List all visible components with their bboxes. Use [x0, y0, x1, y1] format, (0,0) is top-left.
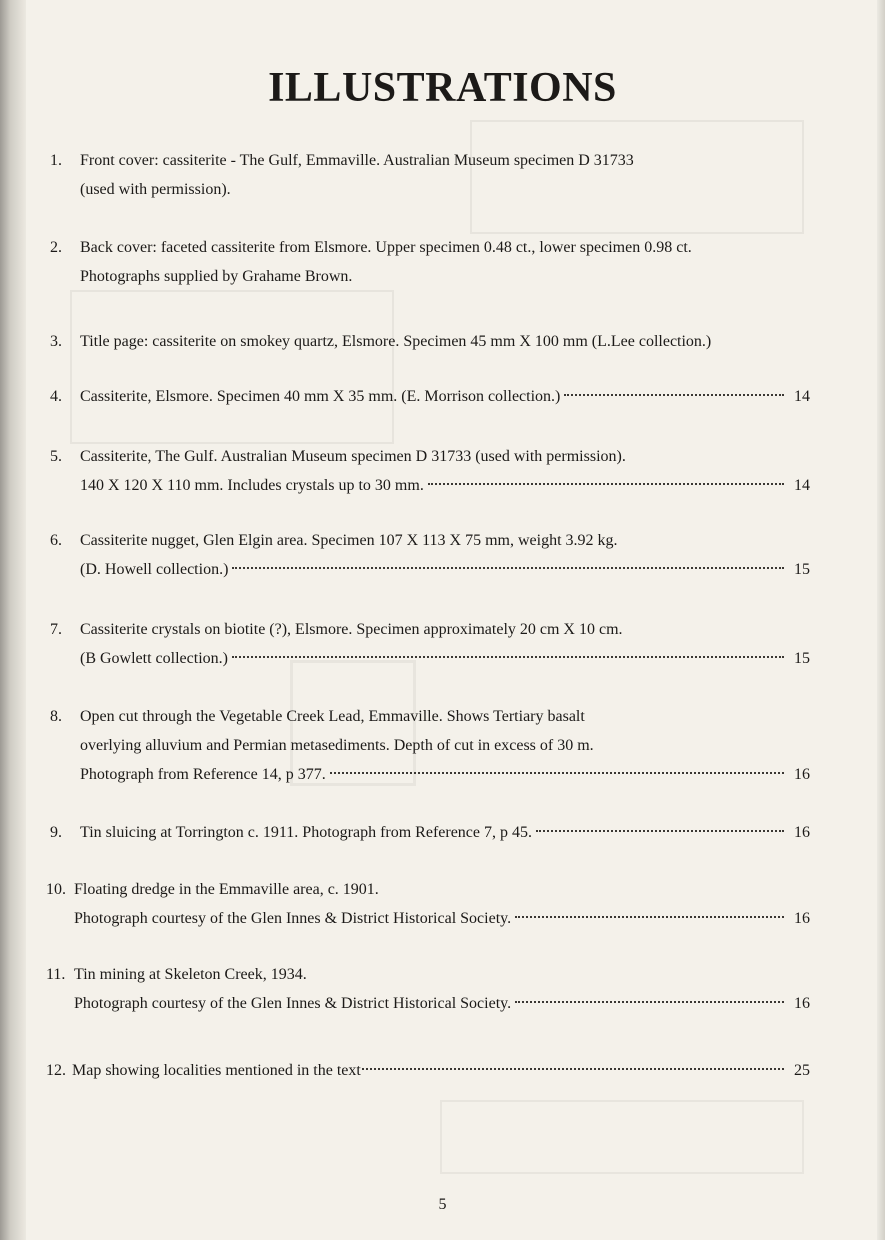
bleed-through-block-2	[70, 290, 394, 444]
entry-line: Front cover: cassiterite - The Gulf, Emmaville. Australian Museum specimen D 31733	[80, 152, 634, 169]
entry-number: 9.	[50, 824, 62, 841]
dot-leader	[536, 830, 784, 832]
entry-page-number: 14	[794, 477, 810, 494]
entry-line	[50, 555, 810, 584]
entry-line: Title page: cassiterite on smokey quartz, Elsmore. Specimen 45 mm X 100 mm (L.Lee collection.)	[80, 333, 712, 350]
entry-text: (B Gowlett collection.)	[80, 650, 228, 667]
entry-text: Map showing localities mentioned in the text	[72, 1062, 361, 1079]
entry-line	[46, 1056, 810, 1085]
entry-page-number: 15	[794, 650, 810, 667]
entry-page-number: 16	[794, 910, 810, 927]
illustration-entry-3	[50, 327, 810, 356]
entry-line: Back cover: faceted cassiterite from Elsmore. Upper specimen 0.48 ct., lower specimen 0.98 ct.	[80, 239, 692, 256]
illustration-entry-7	[50, 615, 810, 673]
dot-leader	[564, 394, 784, 396]
entry-number: 10.	[46, 881, 66, 898]
illustration-entry-10	[46, 875, 810, 933]
entry-line: Photographs supplied by Grahame Brown.	[80, 268, 353, 285]
entry-text: Photograph courtesy of the Glen Innes & District Historical Society.	[74, 995, 512, 1012]
dot-leader	[428, 483, 784, 485]
entry-line: (used with permission).	[80, 181, 231, 198]
page-edge	[877, 0, 885, 1240]
illustration-entry-6	[50, 526, 810, 584]
entry-line: Tin mining at Skeleton Creek, 1934.	[74, 966, 307, 983]
entry-line	[46, 989, 810, 1018]
illustration-entry-2	[50, 233, 810, 291]
entry-number: 2.	[50, 239, 62, 256]
entry-number: 3.	[50, 333, 62, 350]
entry-line: Floating dredge in the Emmaville area, c. 1901.	[74, 881, 379, 898]
dot-leader	[515, 916, 784, 918]
illustration-entry-11	[46, 960, 810, 1018]
entry-page-number: 16	[794, 995, 810, 1012]
bleed-through-block-4	[440, 1100, 804, 1174]
entry-page-number: 14	[794, 388, 810, 405]
illustration-entry-1	[50, 146, 810, 204]
entry-number: 5.	[50, 448, 62, 465]
entry-page-number: 16	[794, 824, 810, 841]
entry-line	[50, 644, 810, 673]
entry-line: Cassiterite, The Gulf. Australian Museum specimen D 31733 (used with permission).	[80, 448, 626, 465]
dot-leader	[232, 656, 784, 658]
entry-text: Cassiterite, Elsmore. Specimen 40 mm X 35 mm. (E. Morrison collection.)	[80, 388, 561, 405]
entry-number: 12.	[46, 1062, 66, 1079]
dot-leader	[515, 1001, 784, 1003]
dot-leader	[362, 1068, 784, 1070]
dot-leader	[232, 567, 784, 569]
illustration-entry-5	[50, 442, 810, 500]
illustration-entry-9	[50, 818, 810, 847]
entry-text: 140 X 120 X 110 mm. Includes crystals up to 30 mm.	[80, 477, 424, 494]
entry-line: Cassiterite crystals on biotite (?), Elsmore. Specimen approximately 20 cm X 10 cm.	[80, 621, 623, 638]
entry-page-number: 25	[794, 1062, 810, 1079]
entry-page-number: 16	[794, 766, 810, 783]
entry-number: 1.	[50, 152, 62, 169]
entry-number: 6.	[50, 532, 62, 549]
entry-text: Photograph from Reference 14, p 377.	[80, 766, 326, 783]
entry-number: 11.	[46, 966, 66, 983]
entry-text: Tin sluicing at Torrington c. 1911. Photograph from Reference 7, p 45.	[80, 824, 532, 841]
page-title: ILLUSTRATIONS	[268, 65, 617, 111]
entry-line	[50, 818, 810, 847]
entry-number: 4.	[50, 388, 62, 405]
illustration-entry-8	[50, 702, 810, 789]
dot-leader	[330, 772, 784, 774]
entry-number: 7.	[50, 621, 62, 638]
entry-page-number: 15	[794, 561, 810, 578]
entry-line	[50, 382, 810, 411]
entry-line: overlying alluvium and Permian metasediments. Depth of cut in excess of 30 m.	[80, 737, 594, 754]
illustration-entry-4	[50, 382, 810, 411]
entry-line: Open cut through the Vegetable Creek Lead, Emmaville. Shows Tertiary basalt	[80, 708, 585, 725]
entry-number: 8.	[50, 708, 62, 725]
book-spine-shadow	[0, 0, 26, 1240]
entry-line	[46, 904, 810, 933]
illustration-entry-12	[46, 1056, 810, 1085]
entry-text: Photograph courtesy of the Glen Innes & District Historical Society.	[74, 910, 512, 927]
entry-line	[50, 471, 810, 500]
entry-line: Cassiterite nugget, Glen Elgin area. Specimen 107 X 113 X 75 mm, weight 3.92 kg.	[80, 532, 618, 549]
entry-line	[50, 760, 810, 789]
page-number: 5	[438, 1196, 447, 1213]
entry-text: (D. Howell collection.)	[80, 561, 229, 578]
